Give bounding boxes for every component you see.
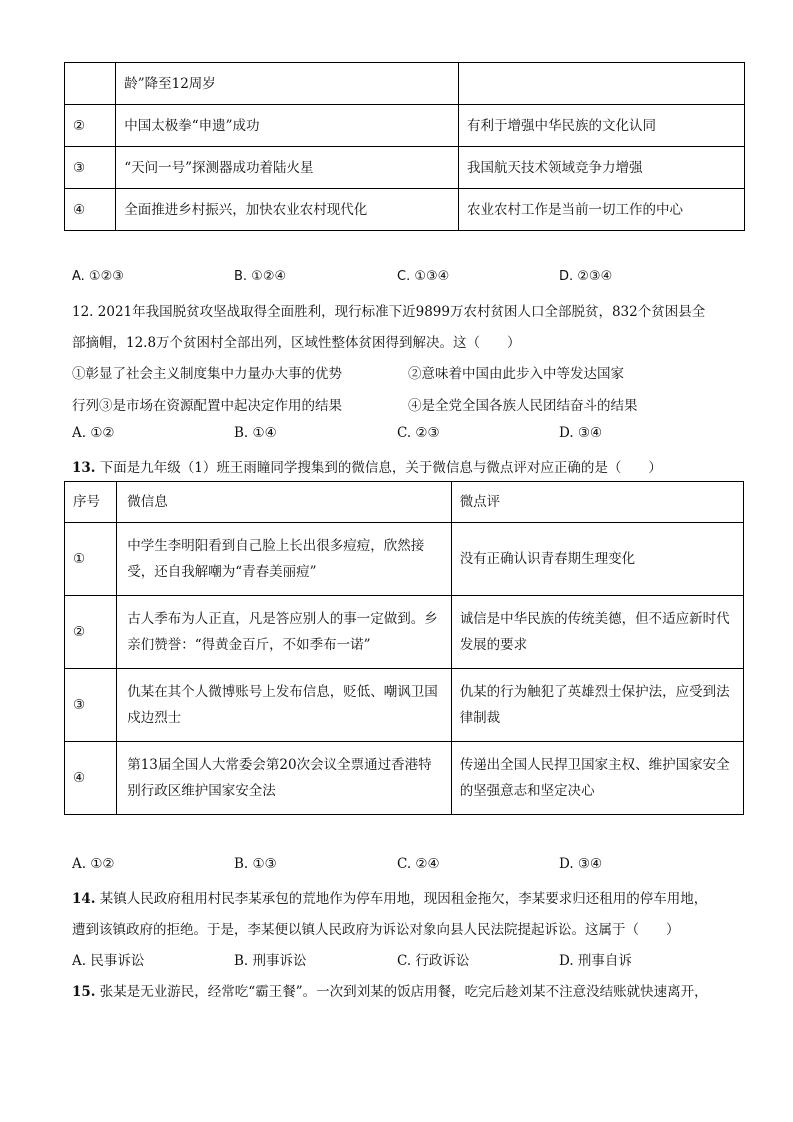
event-cell: “天问一号”探测器成功着陆火星 — [116, 147, 459, 189]
comment-line: 的坚强意志和坚定决心 — [459, 783, 595, 799]
comment-line: 诚信是中华民族的传统美德，但不适应新时代 — [459, 611, 730, 627]
comment-cell — [451, 742, 743, 815]
q12-item2: ②意味着中国由此步入中等发达国家 — [408, 366, 624, 382]
q11-options — [72, 269, 692, 289]
event-cell: 全面推进乡村振兴，加快农业农村现代化 — [116, 189, 459, 231]
info-line: 中学生李明阳看到自己脸上长出很多痘痘，欣然接 — [127, 538, 425, 554]
q15-stem-line1 — [72, 980, 708, 1000]
q13-option-d[interactable]: D. ③④ — [559, 856, 603, 872]
q13-option-b[interactable]: B. ①③ — [234, 856, 277, 872]
q12-item1: ①彰显了社会主义制度集中力量办大事的优势 — [72, 366, 342, 382]
q14-stem-text: 某镇人民政府租用村民李某承包的荒地作为停车用地，现因租金拖欠，李某要求归还租用的停车用地， — [99, 891, 708, 907]
q11-option-a[interactable]: A. ①②③ — [72, 269, 124, 284]
table-row — [65, 105, 745, 147]
meaning-cell: 我国航天技术领域竞争力增强 — [458, 147, 744, 189]
q11-option-c[interactable]: C. ①③④ — [397, 269, 450, 284]
row-number: ② — [65, 105, 116, 147]
row-number: ③ — [65, 669, 117, 742]
table-row — [65, 596, 744, 669]
info-line: 戍边烈士 — [127, 710, 182, 726]
q12-option-a[interactable]: A. ①② — [72, 425, 115, 441]
info-cell — [117, 523, 451, 596]
q14-option-d[interactable]: D. 刑事自诉 — [559, 953, 632, 969]
table-row — [65, 147, 745, 189]
comment-cell — [451, 669, 743, 742]
table-row — [65, 523, 744, 596]
q14-stem-line2: 遭到该镇政府的拒绝。于是，李某便以镇人民政府为诉讼对象向县人民法院提起诉讼。这属于（ ） — [72, 922, 680, 938]
comment-line: 没有正确认识青春期生理变化 — [459, 551, 636, 567]
table-header-row — [65, 482, 744, 523]
table-row — [65, 189, 745, 231]
q12-options — [72, 425, 692, 445]
row-number: ④ — [65, 189, 116, 231]
row-number: ② — [65, 596, 117, 669]
row-number: ① — [65, 523, 117, 596]
header-info: 微信息 — [117, 482, 451, 523]
event-cell: 龄”降至12周岁 — [116, 63, 459, 105]
meaning-cell: 有利于增强中华民族的文化认同 — [458, 105, 744, 147]
info-cell — [117, 596, 451, 669]
q12-item3: 行列③是市场在资源配置中起决定作用的结果 — [72, 398, 342, 414]
comment-line: 仇某的行为触犯了英雄烈士保护法，应受到法 — [459, 684, 730, 700]
info-line: 亲们赞誉：“得黄金百斤，不如季布一诺” — [127, 637, 371, 653]
comment-line: 传递出全国人民捍卫国家主权、维护国家安全 — [459, 757, 730, 773]
info-line: 仇某在其个人微博账号上发布信息，贬低、嘲讽卫国 — [127, 684, 438, 700]
q13-number: 13. — [72, 460, 96, 476]
q11-option-d[interactable]: D. ②③④ — [559, 269, 613, 284]
info-line: 受，还自我解嘲为“青春美丽痘” — [127, 564, 317, 580]
q13-stem — [72, 456, 662, 476]
row-number: ④ — [65, 742, 117, 815]
q12-item4: ④是全党全国各族人民团结奋斗的结果 — [408, 398, 638, 414]
comment-line: 发展的要求 — [459, 637, 528, 653]
q12-option-b[interactable]: B. ①④ — [234, 425, 277, 441]
info-cell — [117, 669, 451, 742]
q13-option-c[interactable]: C. ②④ — [397, 856, 440, 872]
q12-stem-line2: 部摘帽，12.8万个贫困村全部出列，区域性整体贫困得到解决。这（ ） — [72, 335, 521, 351]
q15-number: 15. — [72, 984, 96, 1000]
info-line: 古人季布为人正直，凡是答应别人的事一定做到。乡 — [127, 611, 438, 627]
q13-option-a[interactable]: A. ①② — [72, 856, 115, 872]
q13-options — [72, 856, 692, 876]
micro-info-table — [64, 481, 744, 815]
q15-stem-text: 张某是无业游民，经常吃“霸王餐”。一次到刘某的饭店用餐，吃完后趁刘某不注意没结账就快速离开， — [99, 984, 708, 1000]
comment-cell — [451, 596, 743, 669]
q14-number: 14. — [72, 891, 96, 907]
meaning-cell — [458, 63, 744, 105]
row-number — [65, 63, 116, 105]
event-cell: 中国太极拳“申遗”成功 — [116, 105, 459, 147]
events-table — [64, 62, 745, 231]
info-line: 别行政区维护国家安全法 — [127, 783, 276, 799]
q12-option-c[interactable]: C. ②③ — [397, 425, 440, 441]
info-cell — [117, 742, 451, 815]
comment-cell — [451, 523, 743, 596]
header-comment: 微点评 — [451, 482, 743, 523]
comment-line: 律制裁 — [459, 710, 501, 726]
table-row — [65, 742, 744, 815]
q14-options — [72, 949, 692, 969]
q14-option-c[interactable]: C. 行政诉讼 — [397, 953, 470, 969]
q14-stem-line1 — [72, 887, 707, 907]
q13-stem-text: 下面是九年级（1）班王雨瞳同学搜集到的微信息，关于微信息与微点评对应正确的是（ ） — [99, 460, 662, 476]
q12-stem-line1: 12. 2021年我国脱贫攻坚战取得全面胜利，现行标准下近9899万农村贫困人口全部脱贫，832个贫困县全 — [72, 304, 706, 320]
meaning-cell: 农业农村工作是当前一切工作的中心 — [458, 189, 744, 231]
header-number: 序号 — [65, 482, 117, 523]
info-line: 第13届全国人大常委会第20次会议全票通过香港特 — [127, 757, 432, 773]
q14-option-b[interactable]: B. 刑事诉讼 — [234, 953, 307, 969]
table-row — [65, 669, 744, 742]
q12-option-d[interactable]: D. ③④ — [559, 425, 603, 441]
q14-option-a[interactable]: A. 民事诉讼 — [72, 953, 145, 969]
table-row — [65, 63, 745, 105]
row-number: ③ — [65, 147, 116, 189]
q11-option-b[interactable]: B. ①②④ — [234, 269, 287, 284]
